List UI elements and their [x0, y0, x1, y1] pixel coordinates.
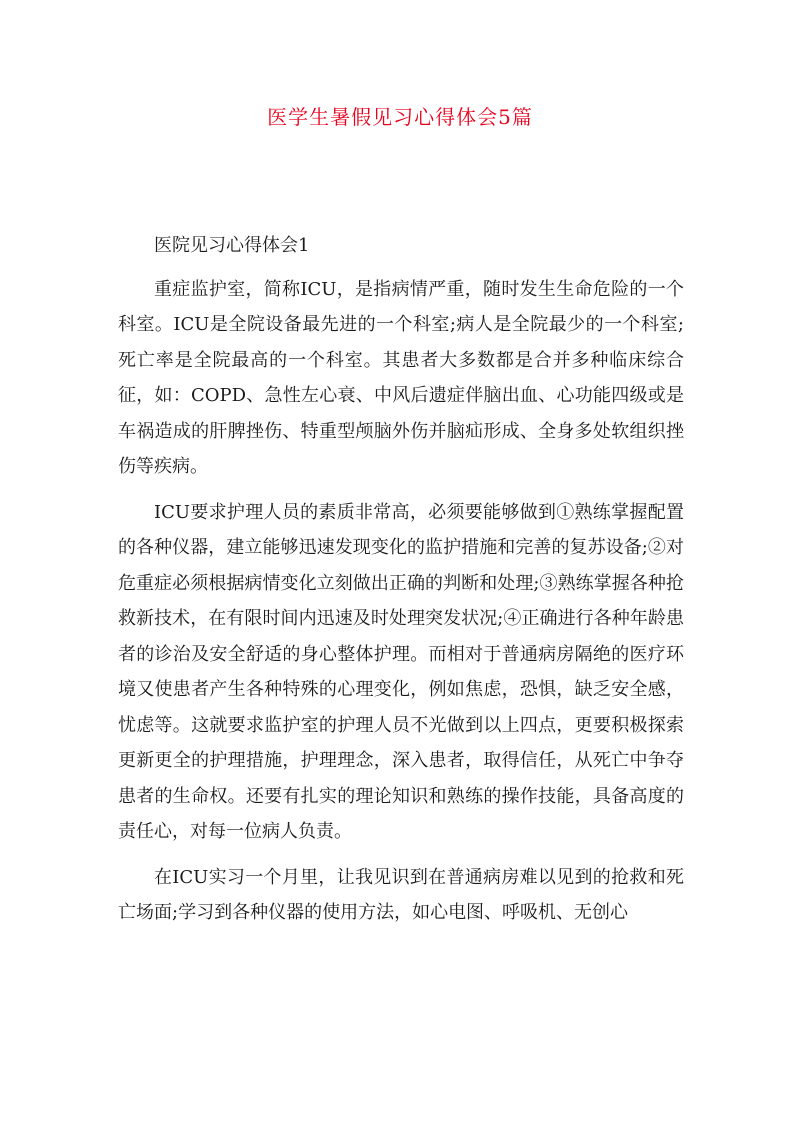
section-heading: 医院见习心得体会1 [154, 235, 310, 256]
paragraph-2: ICU要求护理人员的素质非常高，必须要能够做到①熟练掌握配置的各种仪器，建立能够迅速发现变化的监护措施和完善的复苏设备;②对危重症必须根据病情变化立刻做出正确的判断和处理;③熟练掌握各种抢救新技术，在有限时间内迅速及时处理突发状况;④正确进行各种年龄患者的诊治及安全舒适的身心整体护理。而相对于普通病房隔绝的医疗环境又使患者产生各种特殊的心理变化，例如焦虑，恐惧，缺乏安全感，忧虑等。这就要求监护室的护理人员不光做到以上四点，更要积极探索更新更全的护理措施，护理理念，深入患者，取得信任，从死亡中争夺患者的生命权。还要有扎实的理论知识和熟练的操作技能，具备高度的责任心，对每一位病人负责。 [118, 501, 684, 842]
paragraph-1: 重症监护室，简称ICU，是指病情严重，随时发生生命危险的一个科室。ICU是全院设备最先进的一个科室;病人是全院最少的一个科室;死亡率是全院最高的一个科室。其患者大多数都是合并多种临床综合征，如：COPD、急性左心衰、中风后遗症伴脑出血、心功能四级或是车祸造成的肝脾挫伤、特重型颅脑外伤并脑疝形成、全身多处软组织挫伤等疾病。 [118, 278, 684, 477]
document-title: 医学生暑假见习心得体会5篇 [267, 105, 533, 129]
paragraph-3: 在ICU实习一个月里，让我见识到在普通病房难以见到的抢救和死亡场面;学习到各种仪器的使用方法，如心电图、呼吸机、无创心 [118, 866, 684, 923]
document-body [118, 228, 684, 941]
